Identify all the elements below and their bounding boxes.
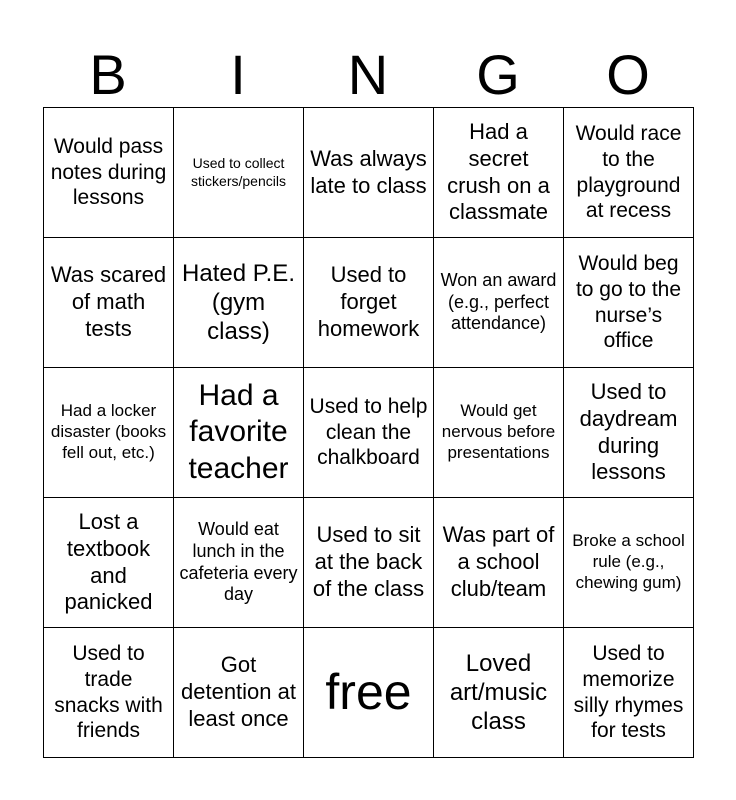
- bingo-cell[interactable]: Would pass notes during lessons: [44, 108, 174, 238]
- bingo-row-3: [44, 368, 694, 498]
- header-letter-i: I: [230, 43, 246, 106]
- bingo-row-4: [44, 498, 694, 628]
- bingo-card: [43, 107, 694, 758]
- bingo-cell[interactable]: Had a locker disaster (books fell out, etc.): [44, 368, 174, 498]
- bingo-cell[interactable]: Loved art/music class: [434, 628, 564, 758]
- bingo-cell[interactable]: Won an award (e.g., perfect attendance): [434, 238, 564, 368]
- bingo-cell[interactable]: Used to forget homework: [304, 238, 434, 368]
- header-letter-b: B: [89, 43, 127, 106]
- bingo-row-2: [44, 238, 694, 368]
- header-letter-o: O: [606, 43, 650, 106]
- bingo-cell[interactable]: Broke a school rule (e.g., chewing gum): [564, 498, 694, 628]
- bingo-cell[interactable]: Was part of a school club/team: [434, 498, 564, 628]
- bingo-cell[interactable]: Used to trade snacks with friends: [44, 628, 174, 758]
- bingo-cell[interactable]: Was scared of math tests: [44, 238, 174, 368]
- bingo-cell[interactable]: Was always late to class: [304, 108, 434, 238]
- bingo-cell[interactable]: Used to collect stickers/pencils: [174, 108, 304, 238]
- bingo-cell[interactable]: Had a secret crush on a classmate: [434, 108, 564, 238]
- bingo-cell[interactable]: Used to help clean the chalkboard: [304, 368, 434, 498]
- header-letter-g: G: [476, 43, 520, 106]
- bingo-cell[interactable]: Used to sit at the back of the class: [304, 498, 434, 628]
- bingo-cell[interactable]: Would beg to go to the nurse’s office: [564, 238, 694, 368]
- bingo-cell[interactable]: Used to memorize silly rhymes for tests: [564, 628, 694, 758]
- bingo-row-1: [44, 108, 694, 238]
- bingo-cell[interactable]: Used to daydream during lessons: [564, 368, 694, 498]
- header-letter-n: N: [347, 43, 389, 106]
- bingo-cell[interactable]: Hated P.E. (gym class): [174, 238, 304, 368]
- bingo-cell[interactable]: Would eat lunch in the cafeteria every day: [174, 498, 304, 628]
- bingo-cell[interactable]: Lost a textbook and panicked: [44, 498, 174, 628]
- bingo-header: [43, 44, 693, 106]
- bingo-cell[interactable]: Would race to the playground at recess: [564, 108, 694, 238]
- bingo-cell[interactable]: Got detention at least once: [174, 628, 304, 758]
- free-space-cell[interactable]: free: [304, 628, 434, 758]
- bingo-row-5: [44, 628, 694, 758]
- bingo-cell[interactable]: Would get nervous before presentations: [434, 368, 564, 498]
- bingo-cell[interactable]: Had a favorite teacher: [174, 368, 304, 498]
